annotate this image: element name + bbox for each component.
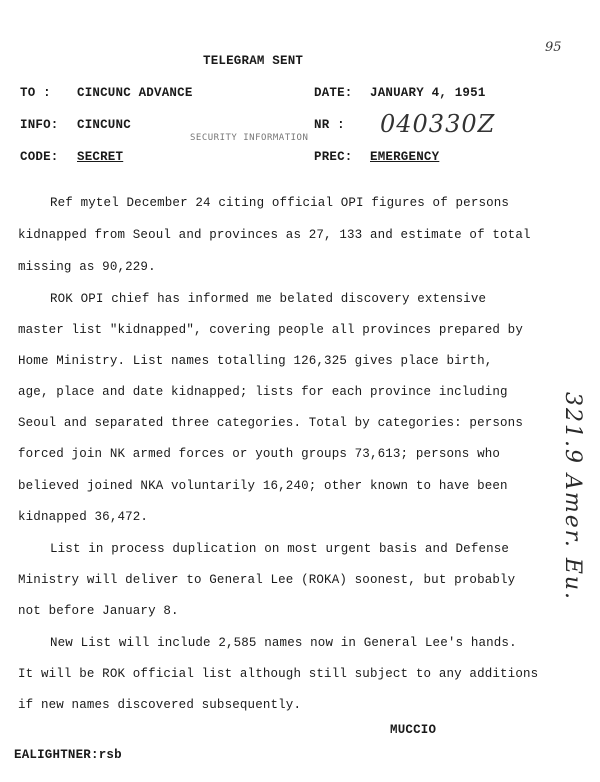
nr-value: 040330Z (380, 110, 496, 138)
to-value: CINCUNC ADVANCE (77, 86, 193, 100)
body-line: It will be ROK official list although still subject to any additions (18, 667, 539, 681)
signature: MUCCIO (390, 723, 437, 737)
code-value: SECRET (77, 150, 124, 164)
body-line: Seoul and separated three categories. Total by categories: persons (18, 416, 523, 430)
date-label: DATE: (314, 86, 353, 100)
nr-label: NR : (314, 118, 345, 132)
prec-label: PREC: (314, 150, 353, 164)
body-line: Ministry will deliver to General Lee (ROKA) soonest, but probably (18, 573, 516, 587)
code-label: CODE: (20, 150, 59, 164)
drafter-initials: EALIGHTNER:rsb (14, 748, 122, 762)
body-line: believed joined NKA voluntarily 16,240; other known to have been (18, 479, 508, 493)
body-line: Ref mytel December 24 citing official OPI figures of persons (50, 196, 510, 210)
prec-value: EMERGENCY (370, 150, 440, 164)
body-line: forced join NK armed forces or youth groups 73,613; persons who (18, 447, 501, 461)
body-line: missing as 90,229. (18, 260, 156, 274)
body-line: kidnapped 36,472. (18, 510, 149, 524)
telegram-title: TELEGRAM SENT (203, 54, 304, 68)
body-line: kidnapped from Seoul and provinces as 27, 133 and estimate of total (18, 228, 531, 242)
body-line: not before January 8. (18, 604, 179, 618)
body-line: ROK OPI chief has informed me belated discovery extensive (50, 292, 487, 306)
body-line: List in process duplication on most urgent basis and Defense (50, 542, 510, 556)
body-line: New List will include 2,585 names now in General Lee's hands. (50, 636, 517, 650)
security-stamp: SECURITY INFORMATION (190, 133, 309, 143)
to-label: TO : (20, 86, 51, 100)
body-line: master list "kidnapped", covering people all provinces prepared by (18, 323, 523, 337)
date-value: JANUARY 4, 1951 (370, 86, 486, 100)
body-line: age, place and date kidnapped; lists for each province including (18, 385, 508, 399)
page-number-mark: 95 (545, 40, 562, 55)
body-line: Home Ministry. List names totalling 126,325 gives place birth, (18, 354, 493, 368)
body-line: if new names discovered subsequently. (18, 698, 302, 712)
info-label: INFO: (20, 118, 59, 132)
margin-handwritten-note: 321.9 Amer. Eu. (560, 392, 585, 602)
info-value: CINCUNC (77, 118, 131, 132)
